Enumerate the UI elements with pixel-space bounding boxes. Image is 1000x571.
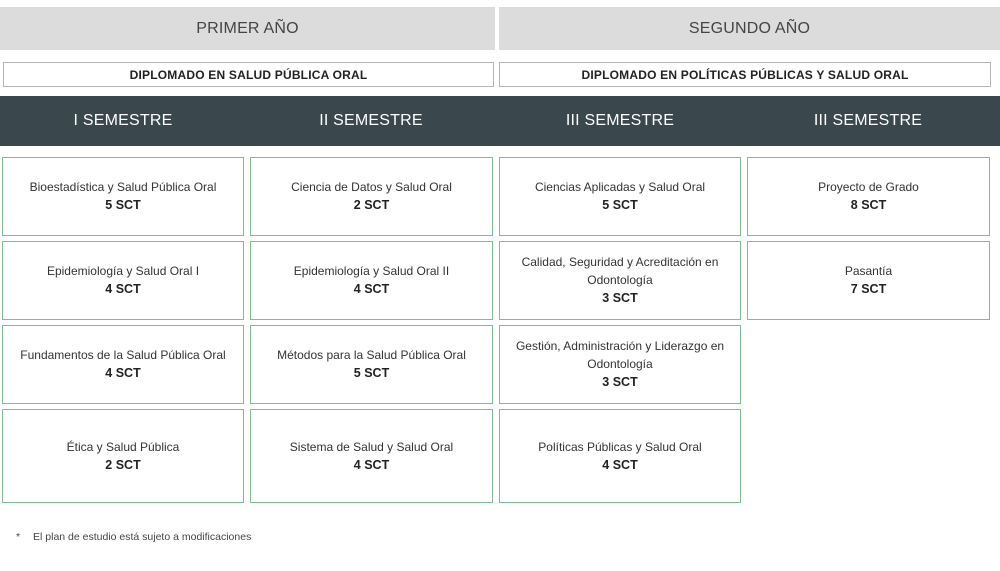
course-credits: 5 SCT <box>353 366 390 380</box>
course-name: Epidemiología y Salud Oral II <box>293 264 450 278</box>
semester-header-1: I SEMESTRE <box>73 112 173 129</box>
course-credits: 5 SCT <box>602 198 638 212</box>
course-credits: 8 SCT <box>850 198 887 212</box>
course-card <box>2 241 244 320</box>
course-card <box>747 241 990 320</box>
diploma-label-salud-publica-oral: DIPLOMADO EN SALUD PÚBLICA ORAL <box>3 62 494 87</box>
course-card <box>250 157 493 236</box>
course-credits: 4 SCT <box>353 457 390 472</box>
course-credits: 5 SCT <box>105 198 141 212</box>
course-name: Proyecto de Grado <box>818 180 919 194</box>
course-card <box>499 241 741 320</box>
course-name: Pasantía <box>844 264 893 278</box>
course-card <box>2 409 244 503</box>
course-credits: 7 SCT <box>850 282 887 296</box>
semester-header-4: III SEMESTRE <box>813 112 923 129</box>
year-header-first: PRIMER AÑO <box>0 7 495 50</box>
footnote <box>16 531 251 543</box>
course-name: Sistema de Salud y Salud Oral <box>289 439 454 454</box>
course-credits: 3 SCT <box>602 291 638 305</box>
course-name: Calidad, Seguridad y Acreditación en Odontología <box>521 255 719 287</box>
course-card <box>499 325 741 404</box>
course-card <box>499 409 741 503</box>
course-card <box>499 157 741 236</box>
course-credits: 3 SCT <box>602 375 638 389</box>
semester-header-3: III SEMESTRE <box>565 112 675 129</box>
course-credits: 2 SCT <box>353 198 390 212</box>
course-card <box>250 325 493 404</box>
course-credits: 4 SCT <box>105 366 141 380</box>
course-name: Políticas Públicas y Salud Oral <box>538 439 702 454</box>
diploma-label-politicas-publicas: DIPLOMADO EN POLÍTICAS PÚBLICAS Y SALUD ORAL <box>499 62 991 87</box>
course-name: Bioestadística y Salud Pública Oral <box>29 180 217 194</box>
footnote-marker: * <box>16 531 21 543</box>
year-header-second: SEGUNDO AÑO <box>499 7 1000 50</box>
course-credits: 4 SCT <box>353 282 390 296</box>
course-card <box>747 157 990 236</box>
footnote-text: El plan de estudio está sujeto a modificaciones <box>33 531 252 543</box>
course-credits: 4 SCT <box>105 282 141 296</box>
course-name: Fundamentos de la Salud Pública Oral <box>20 348 226 362</box>
course-name: Ética y Salud Pública <box>66 439 180 454</box>
course-card <box>250 241 493 320</box>
course-name: Epidemiología y Salud Oral I <box>46 264 200 278</box>
course-card <box>2 325 244 404</box>
semester-header-2: II SEMESTRE <box>319 112 423 129</box>
course-card <box>2 157 244 236</box>
course-name: Ciencias Aplicadas y Salud Oral <box>534 180 706 194</box>
course-credits: 4 SCT <box>602 457 638 472</box>
course-name: Ciencia de Datos y Salud Oral <box>291 180 452 194</box>
course-name: Gestión, Administración y Liderazgo en Odontología <box>515 339 725 371</box>
course-credits: 2 SCT <box>105 457 141 472</box>
course-name: Métodos para la Salud Pública Oral <box>277 348 466 362</box>
course-card <box>250 409 493 503</box>
